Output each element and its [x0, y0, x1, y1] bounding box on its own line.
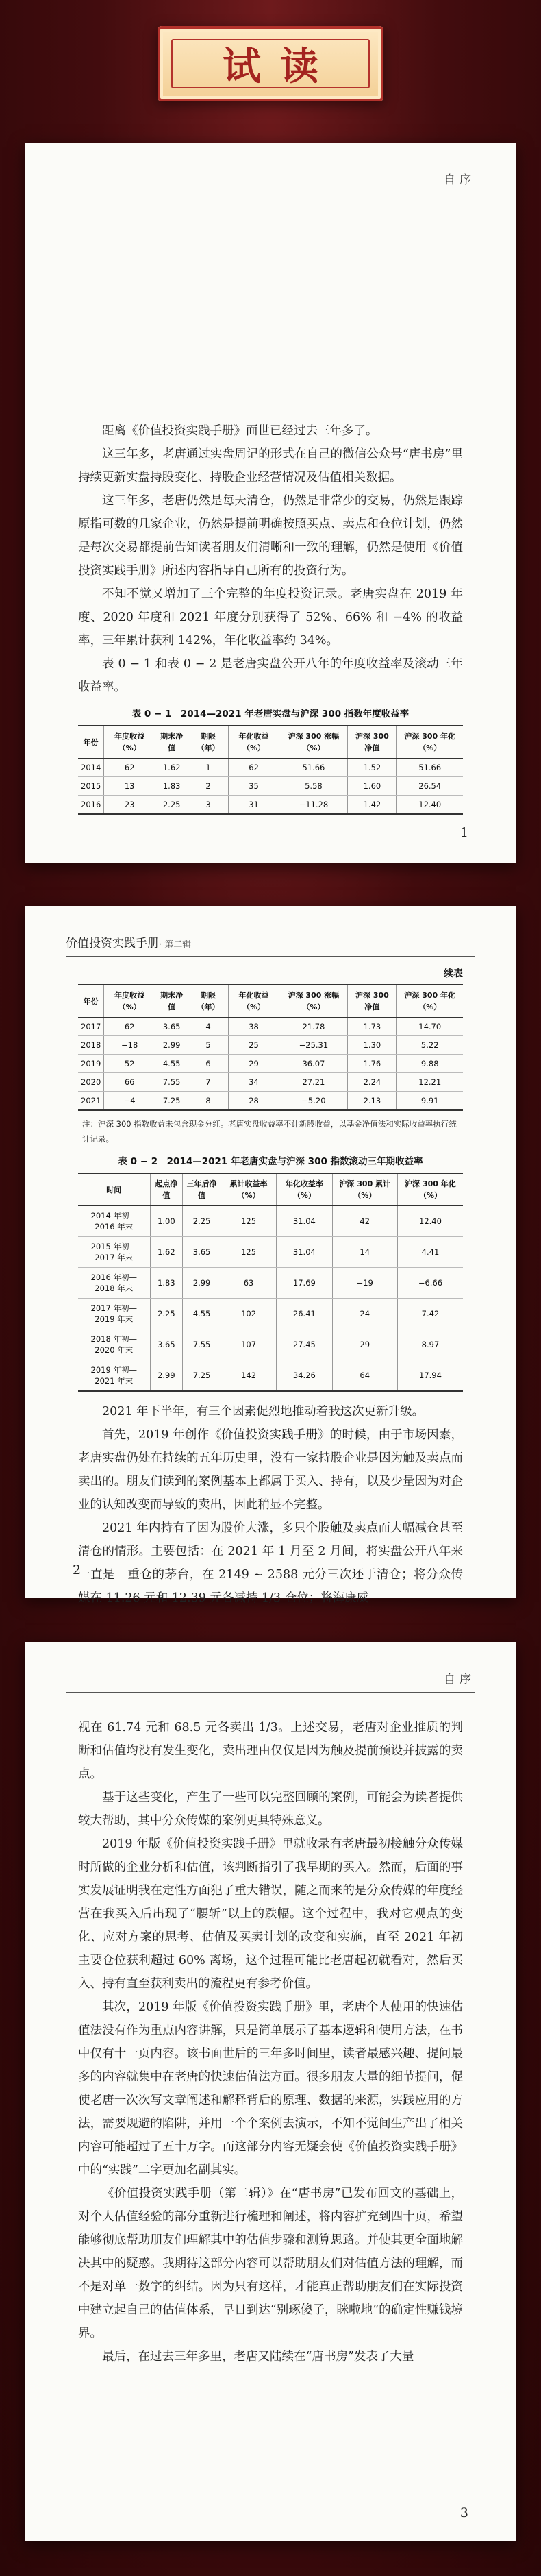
table-cell: 7	[188, 1073, 228, 1092]
table-cell: 38	[228, 1018, 279, 1036]
paragraph: 表 0 − 1 和表 0 − 2 是老唐实盘公开八年的年度收益率及滚动三年收益率。	[78, 657, 463, 694]
paragraph: 最后，在过去三年多里，老唐又陆续在“唐书房”发表了大量	[102, 2350, 414, 2364]
table-cell: 2.24	[348, 1073, 397, 1092]
banner-title: 试读	[223, 45, 338, 89]
table-cell: 2.25	[150, 1299, 183, 1329]
table-cell: 42	[332, 1206, 397, 1237]
table-cell: 62	[104, 759, 155, 777]
table-row	[78, 1360, 463, 1392]
table-cell: 2017	[78, 1018, 104, 1036]
table-cell: 7.42	[397, 1299, 463, 1329]
table-cell: 25	[228, 1036, 279, 1055]
column-header: 年化收益（%）	[228, 726, 279, 759]
table-title: 表 0 − 2 2014—2021 年老唐实盘与沪深 300 指数滚动三年期收益率	[118, 1156, 423, 1167]
trial-read-banner	[158, 26, 383, 101]
running-header: 自序	[66, 170, 475, 193]
table-cell: 14.70	[397, 1018, 463, 1036]
paragraph: 不知不觉又增加了三个完整的年度投资记录。老唐实盘在 2019 年度、2020 年度和 2021 年度分别获得了 52%、66% 和 −4% 的收益率，三年累计获利 142%，年化收益率约 34%。	[78, 587, 463, 648]
page-number: 3	[460, 2505, 468, 2520]
book-title: 价值投资实践手册	[66, 937, 159, 950]
table-cell: 35	[228, 777, 279, 796]
table-row	[78, 759, 463, 777]
table-cell: 6	[188, 1055, 228, 1073]
table-cell: 5.58	[279, 777, 348, 796]
column-header: 沪深 300 涨幅（%）	[279, 985, 348, 1018]
paragraph: 基于这些变化，产生了一些可以完整回顾的案例，可能会为读者提供较大帮助，其中分众传媒的案例更具特殊意义。	[78, 1791, 463, 1828]
table-row	[78, 1036, 463, 1055]
table-cell: 3.65	[155, 1018, 188, 1036]
table-cell: 7.25	[155, 1092, 188, 1111]
table-cell: 2.99	[150, 1360, 183, 1392]
table-header-row	[78, 985, 463, 1018]
table-row	[78, 1329, 463, 1360]
table-cell: 2016	[78, 796, 104, 815]
column-header: 累计收益率（%）	[221, 1173, 276, 1206]
paragraph: 2021 年内持有了因为股价大涨，多只个股触及卖点而大幅减仓甚至清仓的情形。主要包括：在 2021 年 1 月至 2 月间，将实盘公开八年来一直是 重仓的茅台，在 2149 ~ 2588 元分三次还于清仓；将分众传媒在 11.26 元和 12.39 元各减持 1/3 仓位；将海康威	[78, 1521, 463, 1605]
table-cell: 4.41	[397, 1237, 463, 1268]
column-header: 三年后净值	[183, 1173, 221, 1206]
annual-returns-table	[78, 725, 463, 815]
table-cell: −5.20	[279, 1092, 348, 1111]
table-note: 注：沪深 300 指数收益未包含现金分红。老唐实盘收益率不计新股收益，以基金净值法和实际收益率执行统计记录。	[82, 1119, 457, 1144]
page-number: 2	[73, 1562, 81, 1578]
table-row	[78, 1237, 463, 1268]
table-cell: 2016 年初—2018 年末	[78, 1268, 150, 1299]
paragraph: 首先，2019 年创作《价值投资实践手册》的时候，由于市场因素，老唐实盘仍处在持续的五年历史里，没有一家持股企业是因为触及卖点而卖出的。朋友们读到的案例基本上都属于买入、持有，以及少量因为对企业的认知改变而导致的卖出，因此稍显不完整。	[78, 1428, 463, 1512]
table-cell: 2015 年初—2017 年末	[78, 1237, 150, 1268]
table-cell: 66	[104, 1073, 155, 1092]
table-cell: 28	[228, 1092, 279, 1111]
table-cell: 1.73	[348, 1018, 397, 1036]
table-cell: 21.78	[279, 1018, 348, 1036]
column-header: 年份	[78, 726, 104, 759]
table-cell: 4.55	[183, 1299, 221, 1329]
page-number: 1	[460, 825, 468, 840]
table-cell: 2015	[78, 777, 104, 796]
column-header: 期末净值	[155, 985, 188, 1018]
table-cell: 2.99	[155, 1036, 188, 1055]
paragraph: 《价值投资实践手册（第二辑）》在“唐书房”已发布回文的基础上，对个人估值经验的部分重新进行梳理和阐述，将内容扩充到四十页，希望能够彻底帮助朋友们理解其中的估值步骤和测算思路。并使其更全面地解决其中的疑惑。我期待这部分内容可以帮助朋友们对估值方法的理解，而不是对单一数字的纠结。因为只有这样，才能真正帮助朋友们在实际投资中建立起自己的估值体系，早日到达“别琢傻子，眯啦地”的确定性赚钱境界。	[78, 2187, 463, 2340]
column-header: 沪深 300 年化（%）	[397, 985, 463, 1018]
table-cell: 2.25	[155, 796, 188, 815]
table-cell: 125	[221, 1206, 276, 1237]
table-cell: 12.40	[397, 796, 463, 815]
table-cell: 14	[332, 1237, 397, 1268]
table-cell: 2021	[78, 1092, 104, 1111]
table-cell: 1.62	[155, 759, 188, 777]
table-cell: 1.60	[348, 777, 397, 796]
table-cell: 34	[228, 1073, 279, 1092]
table-header-row	[78, 1173, 463, 1206]
table-cell: 24	[332, 1299, 397, 1329]
column-header: 期限（年）	[188, 726, 228, 759]
table-cell: 1	[188, 759, 228, 777]
column-header: 沪深 300 累计（%）	[332, 1173, 397, 1206]
paragraph: 这三年多，老唐仍然是每天清仓，仍然是非常少的交易，仍然是跟踪原指可数的几家企业，仍然是提前明确按照买点、卖点和仓位计划，仍然是每次交易都提前告知读者朋友们清晰和一致的理解，仍然是使用《价值投资实践手册》所述内容指导自己所有的投资行为。	[78, 494, 463, 578]
table-cell: 2.25	[183, 1206, 221, 1237]
paragraph: 其次，2019 年版《价值投资实践手册》里，老唐个人使用的快速估值法没有作为重点内容讲解，只是简单展示了基本逻辑和使用方法，在书中仅有十一页内容。该书面世后的三年多时间里，读者最感兴趣、提问最多的内容就集中在老唐的快速估值法方面。很多朋友大量的细节提问，促使老唐一次次写文章阐述和解释背后的原理、数据的来源，实践应用的方法，需要规避的陷阱，并用一个个案例去演示，不知不觉间生产出了相关内容可能超过了五十万字。而这部分内容无疑会使《价值投资实践手册》中的“实践”二字更加名副其实。	[78, 2000, 463, 2177]
table-header-row	[78, 726, 463, 759]
table-cell: 9.91	[397, 1092, 463, 1111]
column-header: 沪深 300 年化（%）	[397, 726, 463, 759]
table-cell: 36.07	[279, 1055, 348, 1073]
table-cell: 31.04	[277, 1237, 332, 1268]
table-cell: 1.30	[348, 1036, 397, 1055]
table-row	[78, 1299, 463, 1329]
table-cell: 4	[188, 1018, 228, 1036]
table-cell: 2017 年初—2019 年末	[78, 1299, 150, 1329]
table-cell: 3.65	[183, 1237, 221, 1268]
paragraph: 距离《价值投资实践手册》面世已经过去三年多了。	[102, 424, 378, 438]
table-cell: 102	[221, 1299, 276, 1329]
table-cell: 34.26	[277, 1360, 332, 1392]
column-header: 时间	[78, 1173, 150, 1206]
table-cell: 4.55	[155, 1055, 188, 1073]
column-header: 年度收益（%）	[104, 726, 155, 759]
table-row	[78, 1073, 463, 1092]
table-cell: 31	[228, 796, 279, 815]
table-row	[78, 796, 463, 815]
table-cell: −19	[332, 1268, 397, 1299]
table-cell: 2.13	[348, 1092, 397, 1111]
table-cell: 8.97	[397, 1329, 463, 1360]
table-cell: 26.54	[397, 777, 463, 796]
table-cell: 2019 年初—2021 年末	[78, 1360, 150, 1392]
table-cell: 12.40	[397, 1206, 463, 1237]
book-page-3	[25, 1642, 516, 2541]
table-cell: 3.65	[150, 1329, 183, 1360]
table-cell: 2018	[78, 1036, 104, 1055]
table-cell: 23	[104, 796, 155, 815]
table-cell: 26.41	[277, 1299, 332, 1329]
table-cell: 125	[221, 1237, 276, 1268]
rolling-returns-table	[78, 1173, 463, 1392]
column-header: 年化收益率（%）	[277, 1173, 332, 1206]
annual-returns-table-continued	[78, 984, 463, 1111]
table-cell: 29	[228, 1055, 279, 1073]
table-cell: 8	[188, 1092, 228, 1111]
table-cell: 1.62	[150, 1237, 183, 1268]
paragraph: 视在 61.74 元和 68.5 元各卖出 1/3。上述交易，老唐对企业推质的判断和估值均没有发生变化，卖出理由仅仅是因为触及提前预设并披露的卖点。	[78, 1721, 463, 1781]
table-cell: 9.88	[397, 1055, 463, 1073]
table-row	[78, 1092, 463, 1111]
table-cell: 27.45	[277, 1329, 332, 1360]
table-cell: 2014	[78, 759, 104, 777]
book-page-2	[25, 906, 516, 1605]
table-cell: 2018 年初—2020 年末	[78, 1329, 150, 1360]
table-cell: 1.83	[150, 1268, 183, 1299]
table-cell: −6.66	[397, 1268, 463, 1299]
column-header: 沪深 300 涨幅（%）	[279, 726, 348, 759]
table-cell: 51.66	[397, 759, 463, 777]
column-header: 期末净值	[155, 726, 188, 759]
table-cell: 1.83	[155, 777, 188, 796]
table-cell: 52	[104, 1055, 155, 1073]
running-header: 自序	[66, 1669, 475, 1693]
table-row	[78, 1206, 463, 1237]
table-cell: 63	[221, 1268, 276, 1299]
volume-label: · 第二辑	[159, 940, 192, 950]
table-cell: 2019	[78, 1055, 104, 1073]
column-header: 年度收益（%）	[104, 985, 155, 1018]
table-cell: 5.22	[397, 1036, 463, 1055]
table-cell: 2020	[78, 1073, 104, 1092]
table-cell: −18	[104, 1036, 155, 1055]
table-cell: 3	[188, 796, 228, 815]
table-cell: 2014 年初—2016 年末	[78, 1206, 150, 1237]
table-row	[78, 1055, 463, 1073]
running-header	[66, 933, 475, 957]
table-cell: 62	[228, 759, 279, 777]
book-page-1	[25, 143, 516, 863]
table-cell: 5	[188, 1036, 228, 1055]
table-cell: 64	[332, 1360, 397, 1392]
table-cell: 107	[221, 1329, 276, 1360]
column-header: 年份	[78, 985, 104, 1018]
column-header: 沪深 300 年化（%）	[397, 1173, 463, 1206]
table-row	[78, 777, 463, 796]
table-cell: −4	[104, 1092, 155, 1111]
column-header: 沪深 300 净值	[348, 726, 397, 759]
table-cell: 1.52	[348, 759, 397, 777]
paragraph: 2021 年下半年，有三个因素促烈地推动着我这次更新升级。	[102, 1405, 425, 1419]
table-cell: 142	[221, 1360, 276, 1392]
table-cell: 27.21	[279, 1073, 348, 1092]
table-cell: 29	[332, 1329, 397, 1360]
banner-frame	[171, 39, 370, 88]
table-cell: 2	[188, 777, 228, 796]
table-cell: 17.94	[397, 1360, 463, 1392]
table-row	[78, 1018, 463, 1036]
table-cell: 12.21	[397, 1073, 463, 1092]
column-header: 沪深 300 净值	[348, 985, 397, 1018]
table-cell: 1.00	[150, 1206, 183, 1237]
table-row	[78, 1268, 463, 1299]
column-header: 期限（年）	[188, 985, 228, 1018]
table-cell: −25.31	[279, 1036, 348, 1055]
paragraph: 2019 年版《价值投资实践手册》里就收录有老唐最初接触分众传媒时所做的企业分析和估值，该判断指引了我早期的买入。然而，后面的事实发展证明我在定性方面犯了重大错误，随之而来的是分众传媒的年度经营在我买入后出现了“腰斩”以上的跌幅。这个过程中，我对它观点的变化、应对方案的思考、估值及买卖计划的改变和实施，直至 2021 年初主要仓位获利超过 60% 离场，这个过程可能比老唐起初就看对，然后买入、持有直至获利卖出的流程更有参考价值。	[78, 1837, 463, 1991]
table-cell: 13	[104, 777, 155, 796]
table-cell: −11.28	[279, 796, 348, 815]
table-cell: 7.55	[155, 1073, 188, 1092]
table-title: 表 0 − 1 2014—2021 年老唐实盘与沪深 300 指数年度收益率	[131, 709, 410, 720]
table-cell: 1.76	[348, 1055, 397, 1073]
table-cell: 62	[104, 1018, 155, 1036]
column-header: 年化收益（%）	[228, 985, 279, 1018]
table-cell: 1.42	[348, 796, 397, 815]
paragraph: 这三年多，老唐通过实盘周记的形式在自己的微信公众号“唐书房”里持续更新实盘持股变化、持股企业经营情况及估值相关数据。	[78, 447, 463, 484]
table-cell: 7.25	[183, 1360, 221, 1392]
table-cell: 51.66	[279, 759, 348, 777]
continued-label: 续表	[444, 968, 463, 979]
table-cell: 17.69	[277, 1268, 332, 1299]
table-cell: 31.04	[277, 1206, 332, 1237]
table-cell: 2.99	[183, 1268, 221, 1299]
table-cell: 7.55	[183, 1329, 221, 1360]
column-header: 起点净值	[150, 1173, 183, 1206]
